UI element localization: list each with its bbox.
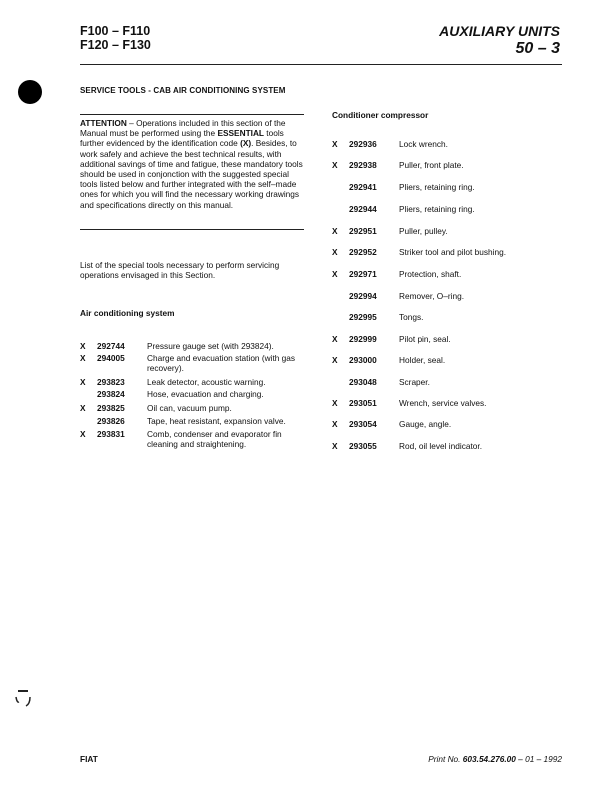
attention-top-rule [80, 114, 304, 115]
essential-mark: X [332, 355, 338, 365]
essential-mark: X [80, 429, 86, 439]
tool-code: 292744 [97, 341, 125, 351]
model-list [80, 24, 151, 52]
punch-hole-icon [18, 80, 42, 104]
essential-mark: X [332, 226, 338, 236]
tool-description: Striker tool and pilot bushing. [399, 247, 507, 257]
list-item [332, 270, 572, 282]
tool-description: Hose, evacuation and charging. [147, 389, 264, 399]
footer-brand: FIAT [80, 754, 98, 764]
essential-mark: X [80, 403, 86, 413]
list-item [332, 292, 572, 304]
attention-text-2: tools further evidenced by the identification code [80, 128, 284, 149]
tool-description: Protection, shaft. [399, 269, 462, 279]
tool-description: Pilot pin, seal. [399, 334, 451, 344]
attention-notice [80, 118, 306, 210]
tool-description: Charge and evacuation station (with gas recovery). [147, 353, 296, 373]
essential-mark: X [332, 139, 338, 149]
models-line-2: F120 – F130 [80, 38, 151, 52]
list-item [332, 356, 572, 368]
tool-code: 293824 [97, 389, 125, 399]
essential-mark: X [332, 398, 338, 408]
tool-code: 293826 [97, 416, 125, 426]
list-item [332, 420, 572, 432]
list-item [80, 417, 312, 429]
tool-description: Lock wrench. [399, 139, 448, 149]
tool-description: Remover, O–ring. [399, 291, 465, 301]
tool-code: 293055 [349, 441, 377, 451]
tool-code: 292971 [349, 269, 377, 279]
list-item [332, 313, 572, 325]
essential-mark: X [332, 269, 338, 279]
tool-code: 293048 [349, 377, 377, 387]
attention-bottom-rule [80, 229, 304, 230]
list-item [332, 183, 572, 195]
list-item [80, 404, 312, 416]
tool-code: 293823 [97, 377, 125, 387]
header-divider [80, 64, 562, 65]
page-number: 50 – 3 [515, 40, 560, 57]
print-code: 603.54.276.00 [462, 754, 516, 764]
print-suffix: – 01 – 1992 [515, 754, 562, 764]
tool-description: Holder, seal. [399, 355, 446, 365]
tool-code: 292951 [349, 226, 377, 236]
list-item [332, 399, 572, 411]
essential-mark: X [332, 334, 338, 344]
tool-code: 292944 [349, 204, 377, 214]
attention-essential: ESSENTIAL [217, 128, 264, 139]
attention-code: (X) [240, 138, 252, 149]
tool-description: Gauge, angle. [399, 419, 452, 429]
tool-code: 292999 [349, 334, 377, 344]
attention-text-1: – Operations included in this section of the Manual must be performed using the [80, 118, 286, 139]
essential-mark: X [332, 160, 338, 170]
tool-description: Puller, front plate. [399, 160, 464, 170]
print-prefix: Print No. [428, 754, 463, 764]
tool-description: Pliers, retaining ring. [399, 204, 475, 214]
air-conditioning-heading: Air conditioning system [80, 308, 175, 318]
tool-description: Pressure gauge set (with 293824). [147, 341, 274, 351]
tool-description: Comb, condenser and evaporator fin cleaning and straightening. [147, 429, 282, 449]
tool-code: 292952 [349, 247, 377, 257]
list-item [332, 378, 572, 390]
intro-paragraph: List of the special tools necessary to perform servicing operations envisaged in this Section. [80, 260, 280, 281]
tool-description: Pliers, retaining ring. [399, 182, 475, 192]
conditioner-compressor-heading: Conditioner compressor [332, 110, 429, 120]
models-line-1: F100 – F110 [80, 24, 151, 38]
attention-label: ATTENTION [80, 118, 127, 128]
tool-description: Leak detector, acoustic warning. [147, 377, 266, 387]
attention-text-3: . Besides, to work safely and achieve the best technical results, with additional savings of time and fatigue, these mandatory tools should be used in conjonction with the suggested special tools listed below and further integrated with the self–made ones for which you will find the necessary working drawings and specifications directly on this manual. [80, 138, 303, 210]
list-item [332, 335, 572, 347]
tool-description: Wrench, service valves. [399, 398, 487, 408]
tool-code: 294005 [97, 353, 125, 363]
page-heading: SERVICE TOOLS - CAB AIR CONDITIONING SYSTEM [80, 86, 286, 95]
tool-description: Puller, pulley. [399, 226, 448, 236]
essential-mark: X [332, 247, 338, 257]
tool-description: Tape, heat resistant, expansion valve. [147, 416, 286, 426]
tool-code: 293054 [349, 419, 377, 429]
tool-description: Scraper. [399, 377, 430, 387]
tool-code: 292938 [349, 160, 377, 170]
essential-mark: X [80, 353, 86, 363]
list-item [332, 442, 572, 454]
list-item [332, 140, 572, 152]
list-item [80, 430, 312, 454]
section-title: AUXILIARY UNITS [439, 23, 560, 39]
essential-mark: X [80, 377, 86, 387]
essential-mark: X [332, 419, 338, 429]
list-item [332, 227, 572, 239]
list-item [332, 161, 572, 173]
tool-code: 292941 [349, 182, 377, 192]
tool-code: 292994 [349, 291, 377, 301]
tool-description: Tongs. [399, 312, 424, 322]
list-item [332, 205, 572, 217]
tool-code: 293051 [349, 398, 377, 408]
tool-code: 292936 [349, 139, 377, 149]
tool-description: Rod, oil level indicator. [399, 441, 483, 451]
list-item [80, 390, 312, 402]
essential-mark: X [332, 441, 338, 451]
binding-mark-icon [12, 688, 34, 710]
tool-code: 292995 [349, 312, 377, 322]
tool-code: 293825 [97, 403, 125, 413]
essential-mark: X [80, 341, 86, 351]
list-item [80, 354, 312, 378]
tool-code: 293000 [349, 355, 377, 365]
print-number [428, 754, 562, 764]
list-item [332, 248, 572, 260]
tool-description: Oil can, vacuum pump. [147, 403, 232, 413]
tool-code: 293831 [97, 429, 125, 439]
